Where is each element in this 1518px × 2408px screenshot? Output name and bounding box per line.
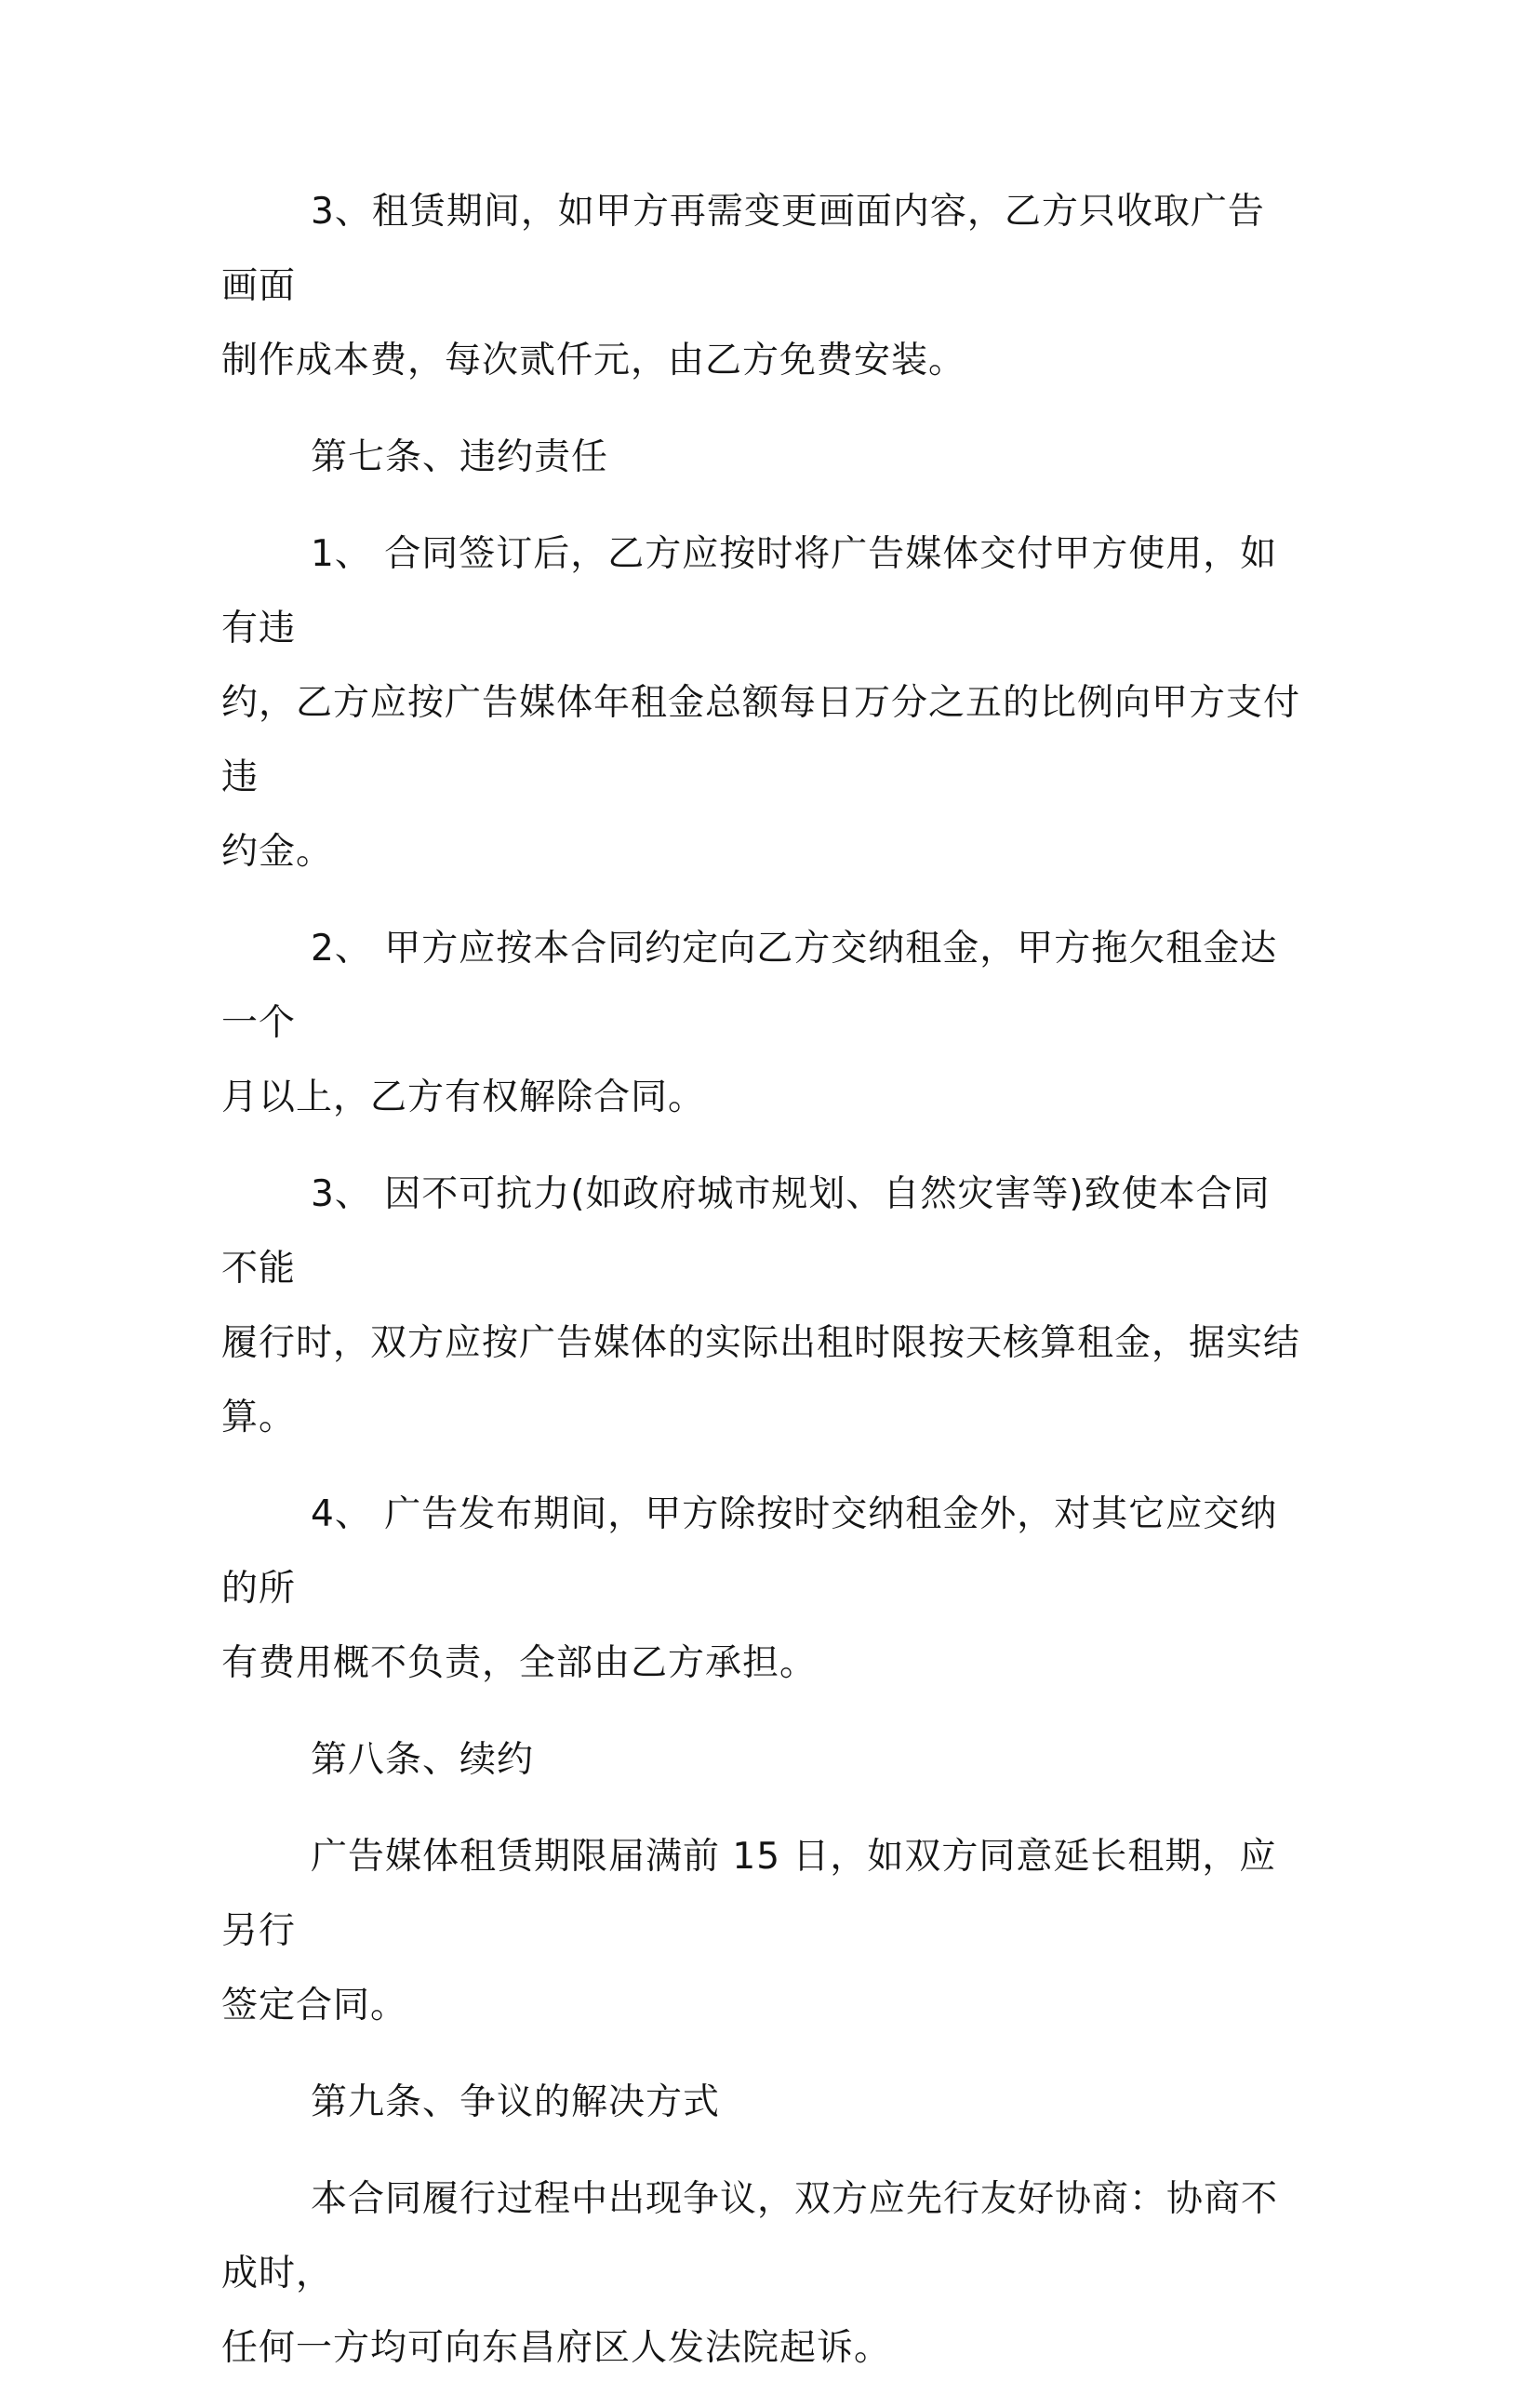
text-line: 3、租赁期间，如甲方再需变更画面内容，乙方只收取广告画面 bbox=[221, 191, 1265, 307]
text-line: 广告媒体租赁期限届满前 15 日，如双方同意延长租期，应另行 bbox=[221, 1836, 1277, 1952]
text-line: 履行时，双方应按广告媒体的实际出租时限按天核算租金，据实结算。 bbox=[221, 1322, 1301, 1438]
article-7-item-1 bbox=[221, 517, 1300, 890]
text-line: 月以上，乙方有权解除合同。 bbox=[221, 1077, 706, 1118]
text-line: 签定合同。 bbox=[221, 1985, 408, 2027]
article-7-item-2 bbox=[221, 912, 1300, 1135]
clause-6-item-3 bbox=[221, 175, 1300, 398]
article-8-body bbox=[221, 1820, 1300, 2043]
text-line: 4、 广告发布期间，甲方除按时交纳租金外，对其它应交纳的所 bbox=[221, 1493, 1278, 1610]
text-line: 制作成本费，每次贰仟元，由乙方免费安装。 bbox=[221, 340, 966, 381]
article-7-item-4 bbox=[221, 1478, 1300, 1701]
text-line: 约金。 bbox=[221, 831, 334, 873]
text-line: 2、 甲方应按本合同约定向乙方交纳租金，甲方拖欠租金达一个 bbox=[221, 928, 1278, 1044]
article-7-item-3 bbox=[221, 1157, 1300, 1455]
article-9-body bbox=[221, 2162, 1300, 2386]
text-line: 1、 合同签订后，乙方应按时将广告媒体交付甲方使用，如有违 bbox=[221, 533, 1278, 649]
text-line: 本合同履行过程中出现争议，双方应先行友好协商：协商不成时， bbox=[221, 2178, 1279, 2294]
article-9-heading: 第九条、争议的解决方式 bbox=[311, 2081, 721, 2123]
text-line: 3、 因不可抗力(如政府城市规划、自然灾害等)致使本合同不能 bbox=[221, 1173, 1271, 1290]
article-7-heading: 第七条、违约责任 bbox=[311, 436, 609, 478]
text-line: 任何一方均可向东昌府区人发法院起诉。 bbox=[221, 2327, 892, 2369]
article-8-heading: 第八条、续约 bbox=[311, 1739, 535, 1781]
document-body bbox=[221, 175, 1300, 2408]
text-line: 约，乙方应按广告媒体年租金总额每日万分之五的比例向甲方支付违 bbox=[221, 682, 1301, 798]
text-line: 有费用概不负责，全部由乙方承担。 bbox=[221, 1642, 818, 1684]
